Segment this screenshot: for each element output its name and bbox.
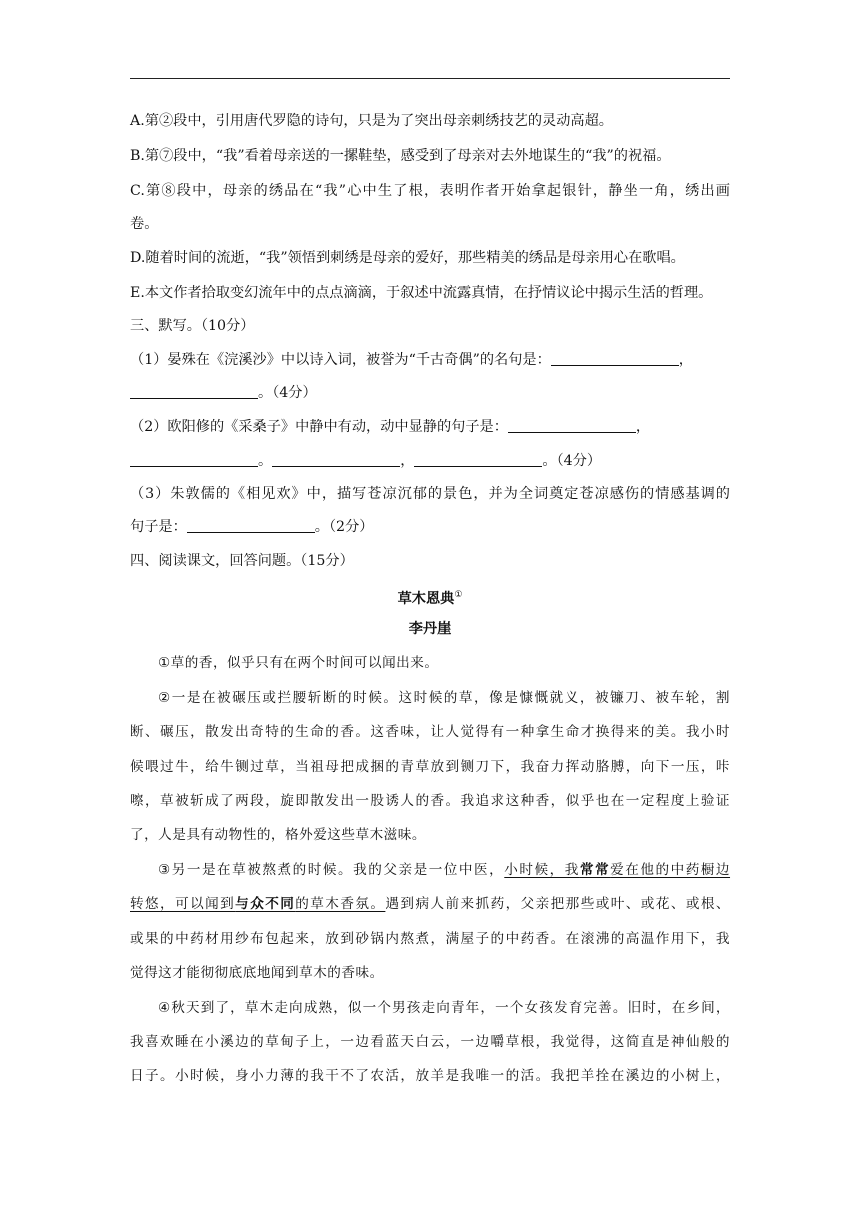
q1-line2 <box>130 383 730 403</box>
option-a: A.第②段中，引用唐代罗隐的诗句，只是为了突出母亲刺绣技艺的灵动高超。 <box>130 113 613 129</box>
section4-heading: 四、阅读课文，回答问题。（15分） <box>130 553 354 569</box>
option-e: E.本文作者拾取变幻流年中的点点滴滴，于叙述中流露真情，在抒情议论中揭示生活的哲理。 <box>130 285 713 301</box>
paragraph-4-line3: 日子。小时候，身小力薄的我干不了农活，放羊是我唯一的活。我把羊拴在溪边的小树上， <box>130 1068 730 1084</box>
paragraph-3-line2 <box>130 894 730 914</box>
article-title <box>130 585 730 609</box>
answer-blank[interactable] <box>551 351 679 366</box>
paragraph-3-line4: 觉得这才能彻彻底底地闻到草木的香味。 <box>130 965 384 981</box>
paragraph-2-line5: 了，人是具有动物性的，格外爱这些草木滋味。 <box>130 827 426 843</box>
article-author: 李丹崖 <box>408 621 452 637</box>
q2-p1: 。 <box>258 453 273 469</box>
emphasized-word: 常常 <box>579 862 611 878</box>
header-rule <box>130 78 730 79</box>
underlined-phrase: 转悠，可以闻到 <box>130 896 236 912</box>
answer-blank[interactable] <box>508 418 636 433</box>
paragraph-4-line2: 我喜欢睡在小溪边的草甸子上，一边看蓝天白云，一边嚼草根，我觉得，这简直是神仙般的 <box>130 1034 730 1050</box>
footnote-marker: ① <box>454 590 463 600</box>
q3-text: 句子是： <box>130 519 187 535</box>
q2-comma: ， <box>635 419 651 435</box>
q2-line2 <box>130 451 730 471</box>
paragraph-4-line1: ④秋天到了，草木走向成熟，似一个男孩走向青年，一个女孩发育完善。旧时，在乡间， <box>158 1000 730 1016</box>
q3-line1: （3）朱敦儒的《相见欢》中，描写苍凉沉郁的景色，并为全词奠定苍凉感伤的情感基调的 <box>130 486 730 502</box>
paragraph-3-line1 <box>158 860 730 880</box>
paragraph-2-line4: 嚓，草被斩成了两段，旋即散发出一股诱人的香。我追求这种香，似乎也在一定程度上验证 <box>130 793 730 809</box>
q2-text: （2）欧阳修的《采桑子》中静中有动，动中显静的句子是： <box>130 419 508 435</box>
emphasized-word: 与众不同 <box>235 896 296 912</box>
option-c-line1: C.第⑧段中，母亲的绣品在“我”心中生了根，表明作者开始拿起银针，静坐一角，绣出画 <box>130 183 730 199</box>
answer-blank[interactable] <box>414 452 542 467</box>
section3-heading: 三、默写。（10分） <box>130 318 255 334</box>
paragraph-1: ①草的香，似乎只有在两个时间可以闻出来。 <box>158 655 439 671</box>
q3-end: 。（2分） <box>314 519 374 535</box>
answer-blank[interactable] <box>130 452 258 467</box>
q1-end: 。（4分） <box>258 385 317 401</box>
underlined-phrase: 的草木香氛。 <box>295 896 386 912</box>
answer-blank[interactable] <box>130 384 258 399</box>
answer-blank[interactable] <box>272 452 400 467</box>
paragraph-2-line1: ②一是在被碾压或拦腰斩断的时候。这时候的草，像是慷慨就义，被镰刀、被车轮，割 <box>158 690 730 706</box>
underlined-phrase: 爱在他的中药橱边 <box>610 862 731 878</box>
option-d: D.随着时间的流逝，“我”领悟到刺绣是母亲的爱好，那些精美的绣品是母亲用心在歌唱。 <box>130 250 685 266</box>
option-c-line2: 卷。 <box>130 216 159 232</box>
q1-comma: ， <box>678 352 693 368</box>
q2-line1 <box>130 417 730 437</box>
q1-text: （1）晏殊在《浣溪沙》中以诗入词，被誉为“千古奇偶”的名句是： <box>130 352 551 368</box>
q2-p2: ， <box>400 453 415 469</box>
underlined-phrase: 小时候，我 <box>504 862 580 878</box>
q2-end: 。（4分） <box>542 453 602 469</box>
paragraph-2-line2: 断、碾压，散发出奇特的生命的香。这香味，让人觉得有一种拿生命才换得来的美。我小时 <box>130 724 730 740</box>
q3-line2 <box>130 517 730 537</box>
answer-blank[interactable] <box>187 518 315 533</box>
paragraph-3-line3: 或果的中药材用纱布包起来，放到砂锅内熬煮，满屋子的中药香。在滚沸的高温作用下，我 <box>130 931 730 947</box>
article-title-text: 草木恩典 <box>397 591 455 607</box>
p3-text: ③另一是在草被熬煮的时候。我的父亲是一位中医， <box>158 862 505 878</box>
p3-text: 遇到病人前来抓药，父亲把那些或叶、或花、或根、 <box>385 896 731 912</box>
paragraph-2-line3: 候喂过牛，给牛铡过草，当祖母把成捆的青草放到铡刀下，我奋力挥动胳膊，向下一压，咔 <box>130 759 730 775</box>
q1-line1 <box>130 350 730 370</box>
option-b: B.第⑦段中，“我”看着母亲送的一摞鞋垫，感受到了母亲对去外地谋生的“我”的祝福。 <box>130 148 671 164</box>
